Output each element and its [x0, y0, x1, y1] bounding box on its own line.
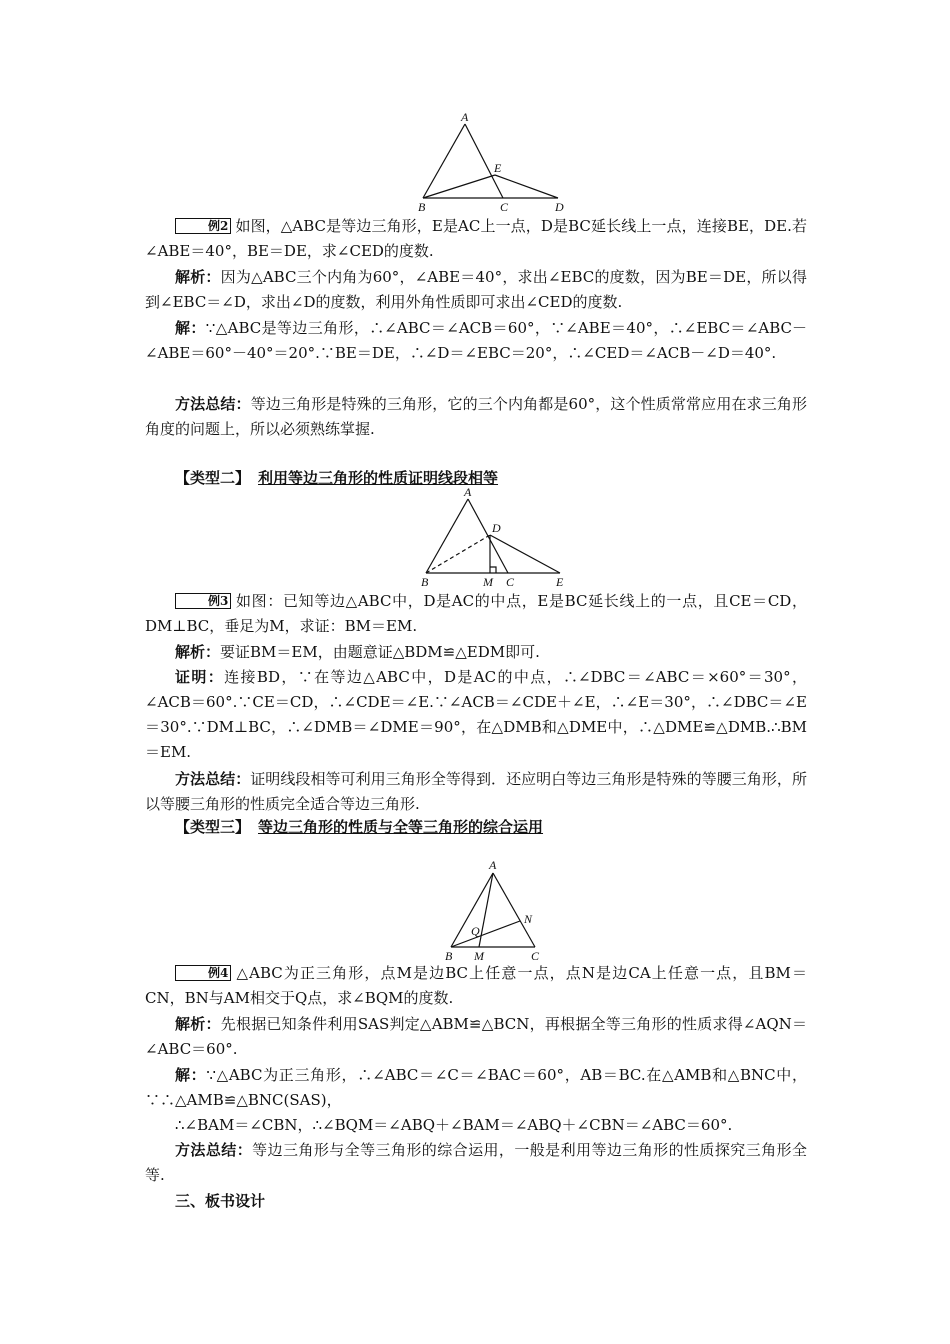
label-b: B — [445, 949, 453, 963]
right-angle-mark — [490, 567, 496, 573]
label-a: A — [461, 110, 469, 124]
example4-solution-continued: ∴∠BAM＝∠CBN，∴∠BQM＝∠ABQ＋∠BAM＝∠ABQ＋∠CBN＝∠ABC＝60°. — [175, 1116, 733, 1134]
label-e: E — [556, 575, 564, 589]
example2-problem: 例2 如图，△ABC是等边三角形，E是AC上一点，D是BC延长线上一点，连接BE，DE.若∠ABE＝40°，BE＝DE，求∠CED的度数. — [145, 217, 807, 260]
segment-de — [490, 535, 560, 573]
segment-ab — [426, 499, 468, 573]
label-b: B — [421, 575, 429, 589]
segment-ed — [495, 175, 558, 198]
label-a: A — [489, 858, 497, 872]
label-c: C — [506, 575, 515, 589]
label-e: E — [494, 161, 502, 175]
label-c: C — [500, 200, 509, 214]
example3-analysis: 解析：要证BM＝EM，由题意证△BDM≌△EDM即可. — [175, 643, 540, 661]
label-n: N — [524, 912, 533, 926]
example3-badge: 例3 — [175, 593, 231, 609]
label-d: D — [555, 200, 564, 214]
label-d: D — [492, 521, 501, 535]
segment-bd-dashed — [426, 535, 490, 573]
label-a: A — [464, 485, 472, 499]
example2-analysis: 解析：因为△ABC三个内角为60°，∠ABE＝40°，求出∠EBC的度数，因为BE＝DE，所以得到∠EBC＝∠D，求出∠D的度数，利用外角性质即可求出∠CED的度数. — [145, 268, 807, 311]
label-m: M — [474, 949, 484, 963]
example2-summary: 方法总结：等边三角形是特殊的三角形，它的三个内角都是60°，这个性质常常应用在求三角形角度的问题上，所以必须熟练掌握. — [145, 395, 807, 438]
segment-bn — [451, 921, 520, 947]
label-m: M — [483, 575, 493, 589]
figure-triangle-abc-mnq — [435, 855, 555, 965]
type2-heading: 【类型二】 利用等边三角形的性质证明线段相等 — [175, 469, 499, 487]
example4-problem: 例4 △ABC为正三角形，点M是边BC上任意一点，点N是边CA上任意一点，且BM＝CN，BN与AM相交于Q点，求∠BQM的度数. — [145, 964, 807, 1007]
figure-triangle-abc-dme — [410, 485, 580, 590]
example3-summary: 方法总结：证明线段相等可利用三角形全等得到．还应明白等边三角形是特殊的等腰三角形，所以等腰三角形的性质完全适合等边三角形. — [145, 770, 807, 813]
example2-solution: 解：∵△ABC是等边三角形，∴∠ABC＝∠ACB＝60°，∵∠ABE＝40°，∴∠EBC＝∠ABC－∠ABE＝60°－40°＝20°.∵BE＝DE，∴∠D＝∠EBC＝20°，∴∠CED＝∠ACB－∠D＝40°. — [145, 319, 807, 362]
figure-triangle-abc-ed — [405, 110, 585, 215]
type3-heading: 【类型三】 等边三角形的性质与全等三角形的综合运用 — [175, 818, 544, 836]
example4-badge: 例4 — [175, 965, 231, 981]
example3-proof: 证明：连接BD，∵在等边△ABC中，D是AC的中点，∴∠DBC＝∠ABC＝×60°＝30°，∠ACB＝60°.∵CE＝CD，∴∠CDE＝∠E.∵∠ACB＝∠CDE＋∠E，∴∠E＝30°，∴∠DBC＝∠E＝30°.∵DM⊥BC，∴∠DMB＝∠DME＝90°，在△DMB和△DME中，∴△DME≌△DMB.∴BM＝EM. — [145, 668, 807, 761]
segment-ac — [493, 873, 535, 947]
label-b: B — [418, 200, 426, 214]
example2-badge: 例2 — [175, 218, 231, 234]
section3-title: 三、板书设计 — [175, 1192, 266, 1210]
label-c: C — [531, 949, 540, 963]
label-q: Q — [471, 924, 480, 938]
example4-analysis: 解析：先根据已知条件利用SAS判定△ABM≌△BCN，再根据全等三角形的性质求得∠AQN＝∠ABC＝60°. — [145, 1015, 807, 1058]
example4-summary: 方法总结：等边三角形与全等三角形的综合运用，一般是利用等边三角形的性质探究三角形全等. — [145, 1141, 807, 1184]
example3-problem: 例3 如图：已知等边△ABC中，D是AC的中点，E是BC延长线上的一点，且CE＝CD，DM⊥BC，垂足为M，求证：BM＝EM. — [145, 592, 807, 635]
example4-solution: 解：∵△ABC为正三角形，∴∠ABC＝∠C＝∠BAC＝60°，AB＝BC.在△AMB和△BNC中，∵∴△AMB≌△BNC(SAS)， — [145, 1066, 807, 1109]
